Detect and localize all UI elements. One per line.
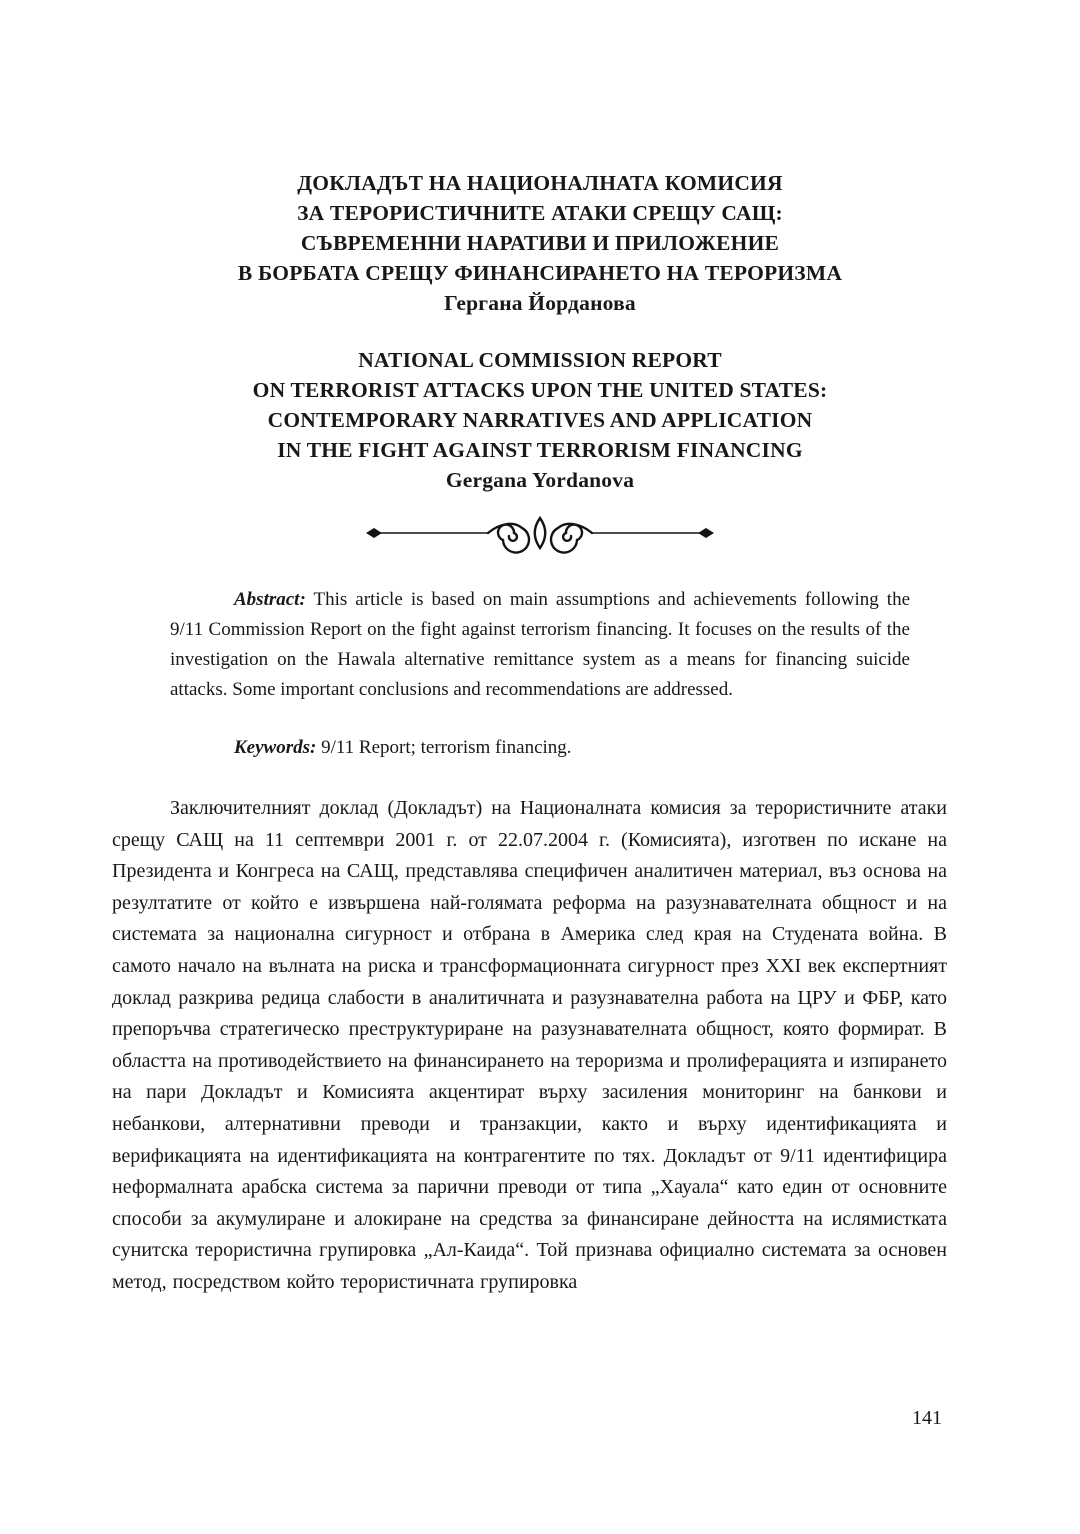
body-paragraph: Заключителният доклад (Докладът) на Националната комисия за терористичните атаки срещу САЩ на 11 септември 2001 г. от 22.07.2004 г. (Комисията), изготвен по искане на Президента и Конгреса на САЩ, представлява специфичен аналитичен материал, въз основа на резултатите от който е извършена най-голямата реформа на разузнавателната общност и на системата за национална сигурност и отбрана в Америка след края на Студената война. В самото начало на вълната на риска и трансформационната сигурност през XXI век експертният доклад разкрива редица слабости в аналитичната и разузнавателна работа на ЦРУ и ФБР, като препоръчва стратегическо преструктуриране на разузнавателната общност, която формират. В областта на противодействието на финансирането на тероризма и пролиферацията и изпирането на пари Докладът и Комисията акцентират върху засиления мониторинг на банкови и небанкови, алтернативни преводи и транзакции, както и върху идентификацията и верификацията на идентификацията на контрагентите по тях. Докладът от 9/11 идентифицира неформалната арабска система за парични преводи от типа „Хауала“ като един от основните способи за акумулиране и алокиране на средства за финансиране дейността на ислямистката сунитска терористична групировка „Ал-Каида“. Той признава официално системата за основен метод, посредством който терористичната групировка (112, 797, 947, 1293)
author-english: Gergana Yordanova (445, 468, 635, 492)
author-bulgarian: Гергана Йорданова (444, 291, 636, 315)
title-bg-line: ДОКЛАДЪТ НА НАЦИОНАЛНАТА КОМИСИЯ (297, 171, 783, 195)
keywords-label: Keywords: (234, 737, 317, 758)
title-en-line: IN THE FIGHT AGAINST TERRORISM FINANCING (277, 438, 803, 462)
abstract-label: Abstract: (234, 589, 306, 610)
title-en-line: NATIONAL COMMISSION REPORT (358, 348, 722, 372)
title-bulgarian (0, 0, 1080, 318)
title-bg-line: СЪВРЕМЕННИ НАРАТИВИ И ПРИЛОЖЕНИЕ (300, 231, 780, 255)
title-en-line: CONTEMPORARY NARRATIVES AND APPLICATION (267, 408, 813, 432)
flourish-icon (360, 509, 720, 557)
title-english (0, 318, 1080, 495)
keywords-paragraph (170, 733, 910, 763)
title-bg-line: ЗА ТЕРОРИСТИЧНИТЕ АТАКИ СРЕЩУ САЩ: (297, 201, 783, 225)
keywords-text: 9/11 Report; terrorism financing. (316, 737, 572, 758)
abstract-text: This article is based on main assumptions and achievements following the 9/11 Commission Report on the fight against terrorism financing. It focuses on the results of the investigation on the Hawala alternative remittance system as a means for financing suicide attacks. Some important conclusions and recommendations are addressed. (170, 589, 910, 700)
page-number: 141 (912, 1407, 942, 1429)
title-en-line: ON TERRORIST ATTACKS UPON THE UNITED STATES: (252, 378, 828, 402)
abstract-paragraph (170, 585, 910, 705)
title-bg-line: В БОРБАТА СРЕЩУ ФИНАНСИРАНЕТО НА ТЕРОРИЗМА (237, 261, 843, 285)
ornament-divider (0, 509, 1080, 557)
